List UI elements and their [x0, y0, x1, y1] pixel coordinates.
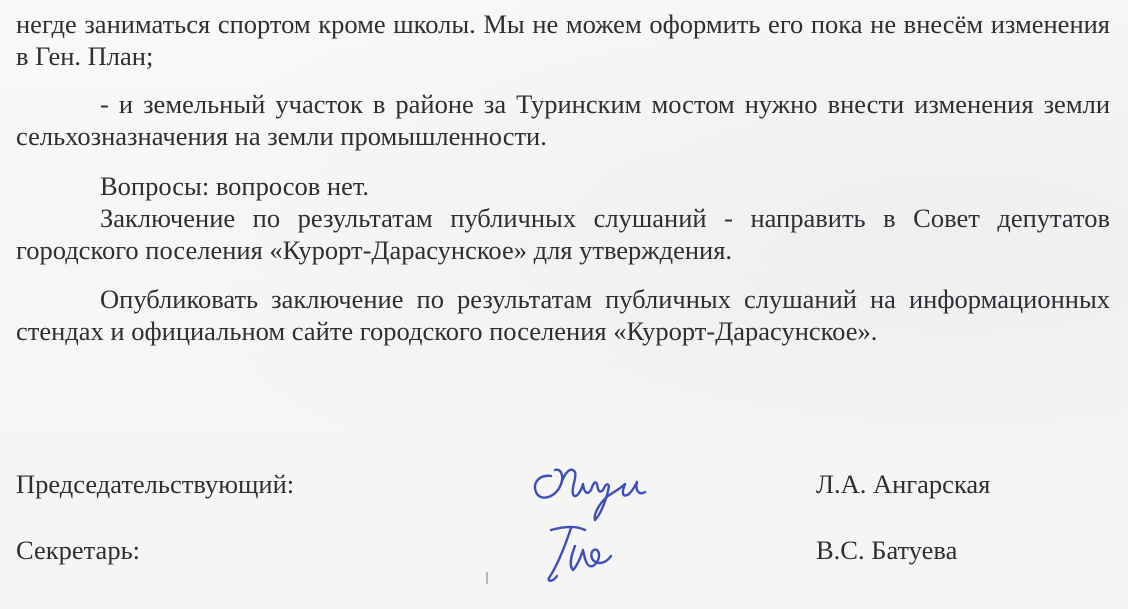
- paragraph-land-plot: - и земельный участок в районе за Туринским мостом нужно внести изменения земли сельхозназначения на земли промышленности.: [16, 89, 1110, 151]
- secretary-name: В.С. Батуева: [816, 535, 958, 565]
- chair-name: Л.А. Ангарская: [816, 469, 991, 499]
- paragraph-publish: Опубликовать заключение по результатам публичных слушаний на информационных стендах и официальном сайте городского поселения «Курорт-Дарасунское».: [16, 284, 1110, 346]
- paragraph-questions: Вопросы: вопросов нет.: [100, 171, 370, 201]
- signature-row-secretary: [16, 534, 1110, 594]
- paragraph-conclusion: Заключение по результатам публичных слушаний - направить в Совет депутатов городского поселения «Курорт-Дарасунское» для утверждения.: [16, 203, 1110, 265]
- paragraph-sport-school: негде заниматься спортом кроме школы. Мы не можем оформить его пока не внесём изменения в Ген. План;: [16, 9, 1110, 71]
- secretary-role-label: Секретарь:: [16, 535, 141, 565]
- scan-speck: [486, 572, 488, 584]
- chair-role-label: Председательствующий:: [16, 469, 295, 499]
- chair-signature-mark: [521, 454, 661, 524]
- secretary-signature-mark: [531, 516, 671, 586]
